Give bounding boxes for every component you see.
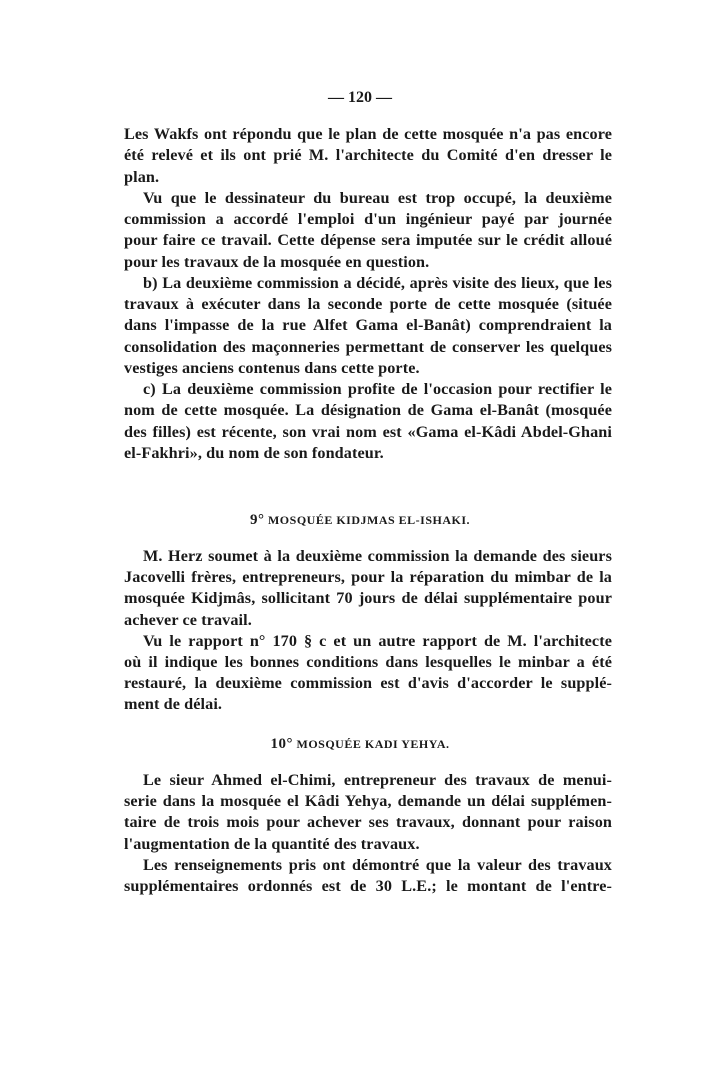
heading-title: MOSQUÉE KADI YEHYA. — [296, 737, 450, 751]
text-line: M. Herz soumet à la deuxième commission la demande des sieurs — [143, 547, 612, 565]
text-line: plan. — [124, 167, 160, 186]
text-line: mosquée Kidjmâs, sollicitant 70 jours de délai supplémentaire pour — [124, 589, 612, 608]
heading-number: 9° — [249, 512, 265, 528]
text-line: commission a accordé l'emploi d'un ingénieur payé par journée — [124, 210, 612, 228]
heading-title: MOSQUÉE KIDJMAS EL-ISHAKI. — [267, 513, 471, 527]
text-line: consolidation des maçonneries permettant de conserver les quelques — [124, 337, 612, 356]
text-line: supplémentaires ordonnés est de 30 L.E.; le montant de l'entre- — [124, 877, 612, 895]
text-line: nom de cette mosquée. La désignation de Gama el-Banât (mosquée — [124, 401, 612, 420]
text-line: des filles) est récente, son vrai nom est «Gama el-Kâdi Abdel-Ghani — [124, 422, 612, 441]
text-line: dans l'impasse de la rue Alfet Gama el-Banât) comprendraient la — [124, 316, 612, 335]
text-line: ment de délai. — [124, 695, 223, 714]
text-line: pour faire ce travail. Cette dépense sera imputée sur le crédit alloué — [124, 231, 612, 250]
text-line: Vu le rapport n° 170 § c et un autre rapport de M. l'architecte — [143, 631, 612, 650]
text-line: restauré, la deuxième commission est d'avis d'accorder le supplé- — [124, 674, 612, 693]
text-line: Les Wakfs ont répondu que le plan de cette mosquée n'a pas encore — [124, 125, 612, 143]
text-line: où il indique les bonnes conditions dans lesquelles le minbar a été — [124, 653, 612, 671]
text-line: Jacovelli frères, entrepreneurs, pour la réparation du mimbar de la — [124, 568, 612, 587]
section-heading-10 — [0, 736, 720, 753]
text-line: taire de trois mois pour achever ses travaux, donnant pour raison — [124, 813, 612, 832]
text-line: Vu que le dessinateur du bureau est trop occupé, la deuxième — [143, 188, 612, 207]
text-line: achever ce travail. — [124, 610, 252, 629]
text-line: Le sieur Ahmed el-Chimi, entrepreneur des travaux de menui- — [143, 771, 612, 789]
text-line: l'augmentation de la quantité des travaux. — [124, 834, 420, 853]
page-number: — 120 — — [328, 89, 392, 106]
text-line: travaux à exécuter dans la seconde porte de cette mosquée (située — [124, 295, 612, 313]
section-heading-9 — [0, 512, 720, 529]
text-line: été relevé et ils ont prié M. l'architecte du Comité d'en dresser le — [124, 146, 612, 165]
text-line: vestiges anciens contenus dans cette porte. — [124, 358, 420, 377]
text-line: b) La deuxième commission a décidé, après visite des lieux, que les — [143, 273, 612, 292]
text-line: pour les travaux de la mosquée en question. — [124, 252, 430, 271]
text-line: serie dans la mosquée el Kâdi Yehya, demande un délai supplémen- — [124, 792, 612, 811]
text-line: Les renseignements pris ont démontré que la valeur des travaux — [143, 855, 612, 874]
text-line: c) La deuxième commission profite de l'occasion pour rectifier le — [143, 380, 612, 398]
heading-number: 10° — [270, 736, 294, 752]
text-line: el-Fakhri», du nom de son fondateur. — [124, 443, 384, 462]
